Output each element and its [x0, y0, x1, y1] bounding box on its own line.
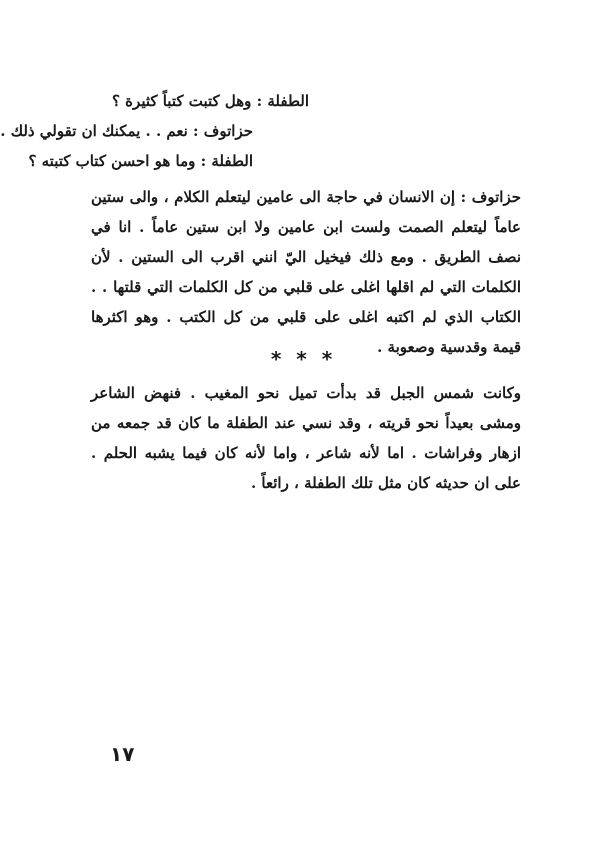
- dialogue-line-poet-answer-1: حزاتوف : نعم . . يمكنك ان تقولي ذلك .: [0, 122, 253, 140]
- section-separator: * * *: [270, 347, 337, 371]
- dialogue-line-child-question-1: الطفلة : وهل كتبت كتباً كثيرة ؟: [112, 92, 309, 110]
- dialogue-line-child-question-2: الطفلة : وما هو احسن كتاب كتبته ؟: [28, 152, 253, 170]
- page-number: ١٧: [110, 742, 135, 766]
- paragraph-poet-answer-2: حزاتوف : إن الانسان في حاجة الى عامين ليتعلم الكلام ، والى ستين عاماً ليتعلم الصمت ولست ابن عامين ولا ابن ستين عاماً . انا في نصف الطريق . ومع ذلك فيخيل اليّ انني اقرب الى الستين . لأن الكلمات التي لم اقلها اغلى على قلبي من كل الكلمات التي قلتها . . الكتاب الذي لم اكتبه اغلى على قلبي من كل الكتب . وهو اكثرها قيمة وقدسية وصعوبة .: [91, 188, 521, 356]
- paragraph-narration: وكانت شمس الجبل قد بدأت تميل نحو المغيب . فنهض الشاعر ومشى بعيداً نحو قريته ، وقد نسي عند الطفلة ما كان قد جمعه من ازهار وفراشات . اما لأنه شاعر ، واما لأنه كان فيما يشبه الحلم . على ان حديثه كان مثل تلك الطفلة ، رائعاً .: [91, 384, 521, 492]
